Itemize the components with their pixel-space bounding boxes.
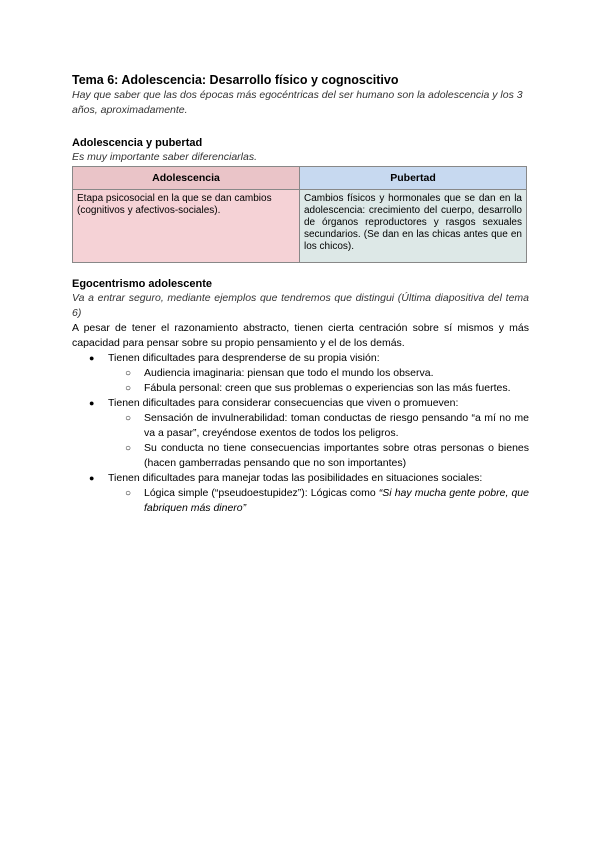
section-subtitle: Es muy importante saber diferenciarlas. <box>72 151 257 163</box>
bullet-list <box>72 351 529 516</box>
sub-list-item <box>108 381 529 396</box>
sub-list-item-quote: “Si hay mucha gente pobre, que fabriquen más dinero” <box>144 487 529 514</box>
sub-list-item <box>108 366 529 381</box>
sub-list-item-text: Su conducta no tiene consecuencias importantes sobre otras personas o bienes (hacen gamberradas pensando que no son importantes) <box>144 442 529 469</box>
list-item <box>72 396 529 471</box>
sub-list-item-text: Audiencia imaginaria: piensan que todo el mundo los observa. <box>144 367 434 379</box>
table-cell-adolescencia: Etapa psicosocial en la que se dan cambios (cognitivos y afectivos-sociales). <box>73 190 300 263</box>
sub-list <box>108 411 529 471</box>
sub-list-item-lead: Lógica simple (“pseudoestupidez”): Lógicas como <box>144 487 379 499</box>
document-title: Tema 6: Adolescencia: Desarrollo físico y cognoscitivo <box>72 73 399 87</box>
list-item-text: Tienen dificultades para manejar todas las posibilidades en situaciones sociales: <box>108 472 483 484</box>
table-header-pubertad: Pubertad <box>300 167 527 190</box>
table-cell-pubertad: Cambios físicos y hormonales que se dan en la adolescencia: crecimiento del cuerpo, desarrollo de órganos reproductores y rasgos sexuales secundarios. (Se dan en las chicas antes que en los chicos). <box>300 190 527 263</box>
exam-note: Va a entrar seguro, mediante ejemplos que tendremos que distingui (Última diapositiva del tema 6) <box>72 292 529 319</box>
subbullet-icon: ○ <box>125 413 132 424</box>
bullet-icon: ● <box>89 353 95 363</box>
list-item-text: Tienen dificultades para desprenderse de su propia visión: <box>108 352 380 364</box>
sub-list-item-text: Sensación de invulnerabilidad: toman conductas de riesgo pensando “a mí no me va a pasar”, creyéndose exentos de todos los peligros. <box>144 412 529 439</box>
intro-text: Hay que saber que las dos épocas más egocéntricas del ser humano son la adolescencia y los 3 años, aproximadamente. <box>72 89 523 116</box>
sub-list-item <box>108 411 529 441</box>
page-content <box>72 72 529 516</box>
table-row <box>73 190 527 263</box>
table-header-adolescencia: Adolescencia <box>73 167 300 190</box>
section-heading-adolescencia-pubertad: Adolescencia y pubertad <box>72 137 203 149</box>
bullet-icon: ● <box>89 473 95 483</box>
sub-list <box>108 366 529 396</box>
subbullet-icon: ○ <box>125 488 132 499</box>
subbullet-icon: ○ <box>125 368 132 379</box>
list-item <box>72 351 529 396</box>
section-heading-egocentrismo: Egocentrismo adolescente <box>72 278 212 290</box>
list-item-text: Tienen dificultades para considerar consecuencias que viven o promueven: <box>108 397 459 409</box>
bullet-icon: ● <box>89 398 95 408</box>
sub-list-item-text: Fábula personal: creen que sus problemas o experiencias son las más fuertes. <box>144 382 511 394</box>
subbullet-icon: ○ <box>125 443 132 454</box>
subbullet-icon: ○ <box>125 383 132 394</box>
sub-list <box>108 486 529 516</box>
comparison-table <box>72 166 527 263</box>
sub-list-item <box>108 486 529 516</box>
table-header-row <box>73 167 527 190</box>
body-paragraph: A pesar de tener el razonamiento abstracto, tienen cierta centración sobre sí mismos y más capacidad para pensar sobre su propio pensamiento y el de los demás. <box>72 322 529 349</box>
sub-list-item <box>108 441 529 471</box>
list-item <box>72 471 529 516</box>
